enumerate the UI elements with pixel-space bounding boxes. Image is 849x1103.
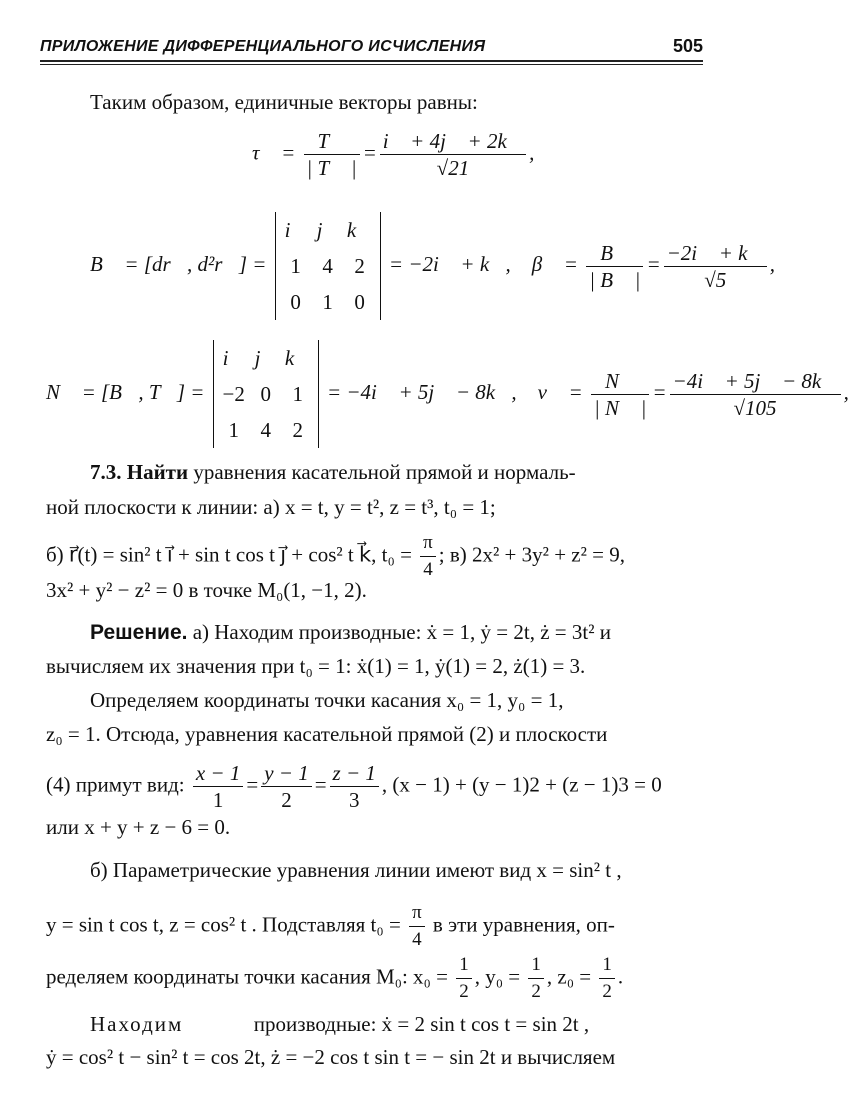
part-b-line-2 bbox=[46, 900, 615, 953]
part-b-text: , z₀ = bbox=[546, 964, 592, 989]
det-cell: −2 bbox=[222, 381, 245, 406]
det-cell: 4 bbox=[322, 253, 333, 278]
fraction-denominator: √105 bbox=[733, 395, 777, 420]
line-fraction-x bbox=[193, 760, 244, 813]
part-b-line-4 bbox=[90, 1012, 589, 1037]
fraction-denominator: 4 bbox=[412, 929, 422, 950]
solution-text: (4) примут вид: bbox=[46, 772, 185, 797]
solution-line-4: z₀ = 1. Отсюда, уравнения касательной прямой (2) и плоскости bbox=[46, 722, 608, 746]
fraction-numerator: T⃗ bbox=[304, 128, 360, 155]
part-b-text: y = sin t cos t, z = cos² t . Подставляя t₀ = bbox=[46, 912, 401, 937]
fraction-denominator: √5 bbox=[704, 267, 727, 292]
beta-fraction-1 bbox=[586, 240, 643, 293]
pi-over-4 bbox=[409, 900, 425, 953]
fraction-numerator: B⃗ bbox=[586, 240, 643, 267]
paragraph-line: Таким образом, единичные векторы равны: bbox=[90, 90, 478, 114]
b-lhs: B⃗ = [dr⃗, d²r⃗] = bbox=[90, 251, 267, 276]
fraction-denominator: | T⃗ | bbox=[306, 156, 357, 180]
header-rule bbox=[40, 60, 703, 62]
nu-fraction-2 bbox=[670, 368, 841, 421]
det-cell: 0 bbox=[354, 289, 365, 314]
tau-fraction-2 bbox=[380, 128, 526, 181]
det-cell: 0 bbox=[260, 381, 271, 406]
det-cell: 1 bbox=[292, 381, 303, 406]
fraction-numerator: π bbox=[420, 530, 436, 557]
fraction-denominator: | B⃗ | bbox=[589, 267, 641, 292]
det-cell: j⃗ bbox=[316, 217, 339, 242]
det-cell: i⃗ bbox=[222, 345, 245, 370]
det-cell: k⃗ bbox=[346, 217, 373, 242]
problem-line-3 bbox=[46, 530, 625, 583]
det-cell: 1 bbox=[290, 253, 301, 278]
problem-line-2: ной плоскости к линии: а) x = t, y = t², z = t³, t₀ = 1; bbox=[46, 495, 496, 519]
det-cell: 4 bbox=[260, 417, 271, 442]
one-half bbox=[456, 952, 472, 1005]
part-b-text: в эти уравнения, оп- bbox=[432, 912, 615, 937]
one-half bbox=[599, 952, 615, 1005]
fraction-denominator: 1 bbox=[212, 788, 224, 812]
header-rule-thin bbox=[40, 64, 703, 65]
part-b-line-1: б) Параметрические уравнения линии имеют вид x = sin² t , bbox=[90, 858, 622, 882]
det-cell: k⃗ bbox=[284, 345, 311, 370]
nu-fraction-1 bbox=[591, 368, 649, 421]
problem-text: ; в) 2x² + 3y² + z² = 9, bbox=[438, 542, 625, 567]
tau-lhs: τ⃗ = bbox=[252, 140, 296, 165]
beta-fraction-2 bbox=[664, 240, 767, 293]
fraction-numerator: −4i⃗ + 5j⃗ − 8k⃗ bbox=[670, 368, 841, 395]
determinant-1 bbox=[275, 212, 381, 320]
pi-over-4 bbox=[420, 530, 436, 583]
solution-line-3: Определяем координаты точки касания x₀ = 1, y₀ = 1, bbox=[90, 688, 564, 712]
tau-equation: τ⃗ = $\frac{T⃗}{| T⃗ |}$ = $\frac{i⃗ + 4j⃗ + 2k⃗}{√21}$ , bbox=[252, 129, 535, 180]
beta-lhs: β⃗ = bbox=[531, 251, 578, 276]
part-b-text: , y₀ = bbox=[474, 964, 521, 989]
line-fraction-y bbox=[261, 760, 312, 813]
problem-line-4: 3x² + y² − z² = 0 в точке M₀(1, −1, 2). bbox=[46, 578, 367, 602]
solution-line-5: (4) примут вид: $\frac{x - 1}{1}$ = $\frac{y - 1}{2}$ = $\frac{z - 1}{3}$ , (x − 1) + (y − 1)2 + (z − 1)3 = 0 bbox=[46, 761, 662, 812]
fraction-denominator: 2 bbox=[531, 981, 541, 1002]
running-title: ПРИЛОЖЕНИЕ ДИФФЕРЕНЦИАЛЬНОГО ИСЧИСЛЕНИЯ bbox=[40, 38, 486, 55]
det-cell: i⃗ bbox=[284, 217, 307, 242]
problem-line-1 bbox=[90, 460, 576, 485]
problem-number: 7.3. Найти bbox=[90, 460, 189, 484]
fraction-numerator: y − 1 bbox=[261, 760, 312, 787]
one-half bbox=[528, 952, 544, 1005]
fraction-numerator: −2i⃗ + k⃗ bbox=[664, 240, 767, 267]
det-cell: 2 bbox=[354, 253, 365, 278]
fraction-numerator: x − 1 bbox=[193, 760, 244, 787]
fraction-denominator: 4 bbox=[423, 559, 433, 580]
part-b-text: . bbox=[617, 964, 624, 989]
line-fraction-z bbox=[330, 760, 379, 813]
fraction-numerator: 1 bbox=[456, 952, 472, 979]
determinant-2 bbox=[213, 340, 319, 448]
fraction-numerator: z − 1 bbox=[330, 760, 379, 787]
det-cell: 2 bbox=[292, 417, 303, 442]
solution-line-2: вычисляем их значения при t₀ = 1: ẋ(1) = 1, ẏ(1) = 2, ż(1) = 3. bbox=[46, 654, 586, 678]
det-cell: 0 bbox=[290, 289, 301, 314]
tau-fraction-1 bbox=[304, 128, 360, 181]
fraction-denominator: 2 bbox=[281, 788, 292, 812]
solution-line-1 bbox=[90, 620, 611, 645]
det-cell: 1 bbox=[322, 289, 333, 314]
part-b-text: производные: ẋ = 2 sin t cos t = sin 2t , bbox=[253, 1012, 590, 1036]
solution-text: а) Находим производные: ẋ = 1, ẏ = 2t, ż = 3t² и bbox=[187, 620, 611, 644]
page-number: 505 bbox=[672, 36, 703, 56]
b-equation: B⃗ = [dr⃗, d²r⃗] = i⃗ j⃗ k⃗ 1 4 2 0 1 0 = −2i⃗ + k⃗, β⃗ = $\frac{B⃗}{| B⃗ |}$ = $\frac{-2i⃗ + k⃗}{√5}$ , bbox=[90, 212, 749, 320]
running-header bbox=[40, 36, 703, 66]
solution-line-6: или x + y + z − 6 = 0. bbox=[46, 815, 231, 839]
fraction-numerator: N⃗ bbox=[591, 368, 649, 395]
n-rhs: = −4i⃗ + 5j⃗ − 8k⃗, bbox=[326, 379, 517, 404]
nu-lhs: ν⃗ = bbox=[537, 379, 583, 404]
part-b-line-3 bbox=[46, 952, 623, 1005]
fraction-denominator: 3 bbox=[348, 788, 360, 812]
problem-text: уравнения касательной прямой и нормаль- bbox=[188, 460, 576, 484]
part-b-text: Находим bbox=[90, 1012, 184, 1036]
fraction-denominator: 2 bbox=[459, 981, 469, 1002]
n-equation: N⃗ = [B⃗, T⃗] = i⃗ j⃗ k⃗ −2 0 1 1 4 2 = −4i⃗ + 5j⃗ − 8k⃗, ν⃗ = $\frac{N⃗}{| N⃗ |}$ = $\frac{-4i⃗ + 5j⃗ - 8k⃗}{√105}$ , bbox=[46, 340, 823, 448]
fraction-numerator: 1 bbox=[528, 952, 544, 979]
fraction-numerator: 1 bbox=[599, 952, 615, 979]
fraction-numerator: π bbox=[409, 900, 425, 927]
fraction-numerator: i⃗ + 4j⃗ + 2k⃗ bbox=[380, 128, 526, 155]
n-lhs: N⃗ = [B⃗, T⃗] = bbox=[46, 379, 205, 404]
problem-text: б) r⃗(t) = sin² t i⃗ + sin t cos t j⃗ + cos² t k⃗, t₀ = bbox=[46, 542, 412, 567]
det-cell: j⃗ bbox=[254, 345, 277, 370]
solution-label: Решение. bbox=[90, 621, 188, 644]
fraction-denominator: √21 bbox=[436, 156, 470, 180]
solution-text: , (x − 1) + (y − 1)2 + (z − 1)3 = 0 bbox=[381, 772, 662, 797]
part-b-text: ределяем координаты точки касания M₀: x₀ = bbox=[46, 964, 448, 989]
det-cell: 1 bbox=[228, 417, 239, 442]
part-b-line-5: ẏ = cos² t − sin² t = cos 2t, ż = −2 cos t sin t = − sin 2t и вычисляем bbox=[46, 1045, 616, 1069]
fraction-denominator: 2 bbox=[602, 981, 612, 1002]
fraction-denominator: | N⃗ | bbox=[593, 395, 647, 420]
b-rhs: = −2i⃗ + k⃗, bbox=[388, 251, 511, 276]
